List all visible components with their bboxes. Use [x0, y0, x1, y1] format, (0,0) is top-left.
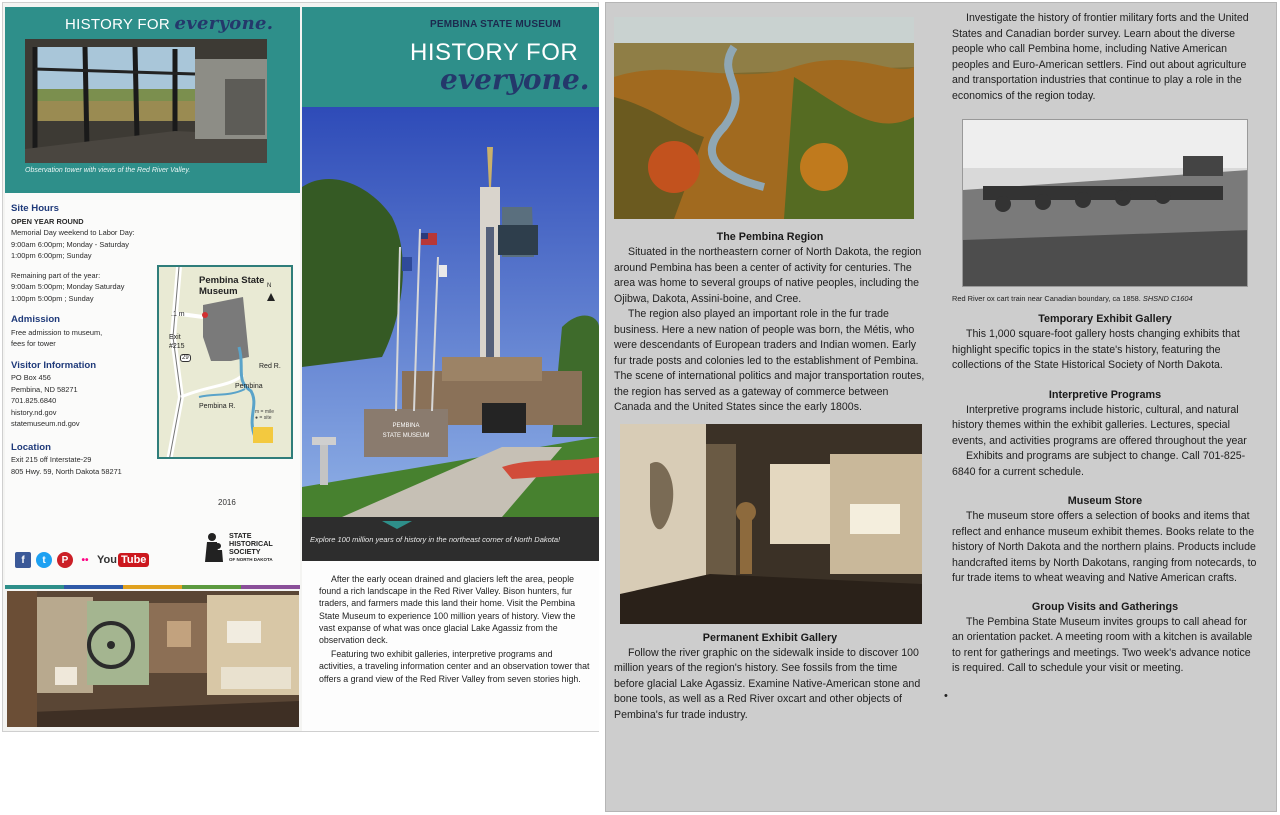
intro-paragraph-1: After the early ocean drained and glaciers left the area, people found a rich landscape in the Red River Valley. Bison hunters, fur traders, and farmers made this land their home. Visit the Pembina State Museum to experience 100 million years of history. View the vast expanse of what was once glacial Lake Agassiz from the observation deck.	[319, 574, 576, 646]
group-visits-text: The Pembina State Museum invites groups to call ahead for an orientation packet. A meeting room with a kitchen is available to rent for gatherings and meetings. Two week's advance notice is required. Call to schedule your visit or meeting.	[952, 615, 1253, 674]
cover-header	[302, 7, 599, 107]
cover-title-plain: HISTORY FOR	[410, 39, 579, 66]
location-exit: Exit 215 off Interstate-29	[11, 455, 92, 464]
shs-line1: STATE	[229, 531, 252, 540]
temporary-gallery-text: This 1,000 square-foot gallery hosts changing exhibits that highlight specific topics in the state's history, featuring the collections of the State Historical Society of North Dakota.	[952, 328, 1240, 371]
color-stripe	[5, 585, 300, 589]
winter-hours-sunday: 1:00pm 5:00pm ; Sunday	[11, 293, 94, 303]
pembina-region-para-2: The region also played an important role in the fur trade business. Here a new nation of people was born, the Métis, who were descendants of European traders and Indian women. Early fur trade posts and colonies led to the establishment of Pembina. The scene of international politics and major transportation routes, the region has served as a gateway of commerce between Canada and the United States since the early 1800s.	[614, 308, 925, 413]
inside-column-left	[614, 17, 926, 723]
location-heading: Location	[11, 441, 51, 453]
po-box: PO Box 456	[11, 373, 51, 382]
summer-hours-sunday: 1:00pm 6:00pm; Sunday	[11, 251, 92, 260]
info-panel-header	[5, 7, 300, 193]
visitor-details	[11, 203, 161, 477]
open-year-round: OPEN YEAR ROUND	[11, 216, 84, 226]
winter-hours-weekday: 9:00am 5:00pm; Monday Saturday	[11, 282, 125, 291]
intro-paragraph-2: Featuring two exhibit galleries, interpretive programs and activities, a traveling information center and an observation tower that offers a grand view of the Red River Valley from seven stories high.	[319, 649, 590, 684]
river-valley-photo	[614, 17, 914, 219]
sign-line-1: PEMBINA	[392, 423, 420, 429]
city-zip: Pembina, ND 58271	[11, 384, 78, 394]
pinterest-icon[interactable]: P	[57, 552, 73, 568]
brochure-inside-spread	[605, 2, 1277, 812]
permanent-gallery-heading: Permanent Exhibit Gallery	[702, 631, 838, 644]
north-arrow-icon: N	[267, 283, 272, 289]
website-history: history.nd.gov	[11, 407, 57, 417]
map-exit-label: Exit #215	[169, 334, 185, 350]
summer-season-label: Memorial Day weekend to Labor Day:	[11, 228, 135, 237]
permanent-gallery-photo	[620, 424, 922, 624]
temporary-gallery-heading: Temporary Exhibit Gallery	[1038, 313, 1172, 325]
photo-caption: Observation tower with views of the Red River Valley.	[25, 167, 191, 174]
museum-tower-photo	[302, 107, 599, 517]
header-title-script: everyone.	[174, 13, 274, 34]
summer-hours-weekday: 9:00am 6:00pm; Monday - Saturday	[11, 239, 129, 249]
map-pembina-river-label: Pembina R.	[199, 403, 236, 410]
history-intro-text: Investigate the history of frontier military forts and the United States and Canadian border survey. Learn about the diverse people who call Pembina home, including Native American peoples and Euro-American settlers. Find out about agriculture and transportation industries that continue to play a role in the economics of the region today.	[952, 12, 1249, 102]
youtube-icon[interactable]	[97, 553, 149, 567]
shs-line4: OF NORTH DAKOTA	[229, 557, 273, 562]
cover-tagline-band	[302, 517, 599, 561]
ox-cart-credit: SHSND C1604	[1142, 294, 1193, 303]
pembina-region-para-1: Situated in the northeastern corner of North Dakota, the region around Pembina has been a center of activity for centuries. The area was home to several groups of native peoples, including the Ojibwa, Dakota, Assini-boine, and Cree.	[614, 246, 922, 305]
youtube-you: You	[97, 554, 117, 566]
map-red-river-label: Red R.	[259, 363, 281, 370]
map-pembina-label: Pembina	[235, 383, 263, 390]
youtube-tube: Tube	[118, 553, 149, 567]
inside-column-right	[952, 11, 1258, 677]
museum-store-text: The museum store offers a selection of books and items that reflect and enhance museum exhibit themes. Books relate to the history of North Dakota and the northern plains. Products include handcrafted items by North Dakotans, ranging from notecards, to fur trade items to wheat weaving and Native American crafts.	[952, 510, 1257, 584]
website-statemuseum: statemuseum.nd.gov	[11, 419, 80, 428]
map-legend	[255, 409, 274, 421]
map-distance-label: .1 m	[171, 311, 185, 318]
legend-mile: m = mile	[255, 409, 275, 415]
flickr-icon[interactable]: ••	[81, 554, 89, 566]
cover-intro-text	[319, 573, 591, 687]
group-visits-heading: Group Visits and Gatherings	[1031, 600, 1179, 613]
location-address: 805 Hwy. 59, North Dakota 58271	[11, 466, 122, 476]
map-title: Pembina State Museum	[199, 275, 265, 297]
cover-title-script: everyone.	[440, 63, 590, 96]
phone-number: 701.825.6840	[11, 396, 57, 405]
brochure-front-spread	[2, 2, 599, 732]
museum-name: PEMBINA STATE MUSEUM	[430, 19, 562, 30]
admission-text: Free admission to museum, fees for tower	[11, 327, 103, 348]
museum-store-heading: Museum Store	[1067, 495, 1143, 507]
admission-heading: Admission	[11, 314, 61, 325]
facebook-icon[interactable]: f	[15, 552, 31, 568]
brochure-year: 2016	[218, 498, 236, 507]
visitor-info-heading: Visitor Information	[11, 359, 97, 371]
interpretive-para-1: Interpretive programs include historic, cultural, and natural history themes within the exhibit galleries. Lectures, special events, and activities programs are offered throughout the year	[952, 403, 1247, 447]
header-title-plain: HISTORY FOR	[65, 16, 170, 33]
interpretive-programs-heading: Interpretive Programs	[1048, 388, 1162, 401]
shs-line2: HISTORICAL	[229, 539, 273, 548]
permanent-gallery-text: Follow the river graphic on the sidewalk inside to discover 100 million years of the region's history. See fossils from the time before glacial Lake Agassiz. Examine Native-American stone and bone tools, as well as a Red River oxcart and other objects of Pembina's fur trade industry.	[614, 646, 921, 721]
info-panel	[5, 7, 300, 585]
cover-panel	[302, 7, 599, 731]
sign-line-2: STATE MUSEUM	[382, 433, 430, 439]
bullet-mark: •	[944, 690, 948, 702]
ox-cart-caption	[952, 294, 1258, 303]
observation-tower-photo	[25, 39, 267, 163]
cover-tagline: Explore 100 million years of history in the northeast corner of North Dakota!	[310, 535, 561, 544]
ox-cart-train-photo	[962, 119, 1248, 287]
ox-cart-caption-text: Red River ox cart train near Canadian boundary, ca 1858.	[952, 294, 1141, 303]
pembina-region-heading: The Pembina Region	[716, 231, 824, 243]
site-hours-heading: Site Hours	[11, 203, 59, 214]
location-map	[157, 265, 293, 459]
state-historical-society-logo	[203, 532, 273, 564]
shs-line3: SOCIETY	[229, 547, 261, 556]
interstate-29-shield: 29	[182, 355, 189, 361]
shs-figure-icon	[203, 532, 225, 564]
twitter-icon[interactable]: t	[36, 552, 52, 568]
social-media-icons	[15, 551, 149, 569]
interpretive-para-2: Exhibits and programs are subject to change. Call 701-825-6840 for a current schedule.	[952, 450, 1246, 478]
header-title	[65, 13, 273, 34]
gallery-interior-photo	[7, 591, 299, 727]
winter-season-label: Remaining part of the year:	[11, 270, 101, 280]
legend-site: ● = site	[255, 415, 272, 421]
